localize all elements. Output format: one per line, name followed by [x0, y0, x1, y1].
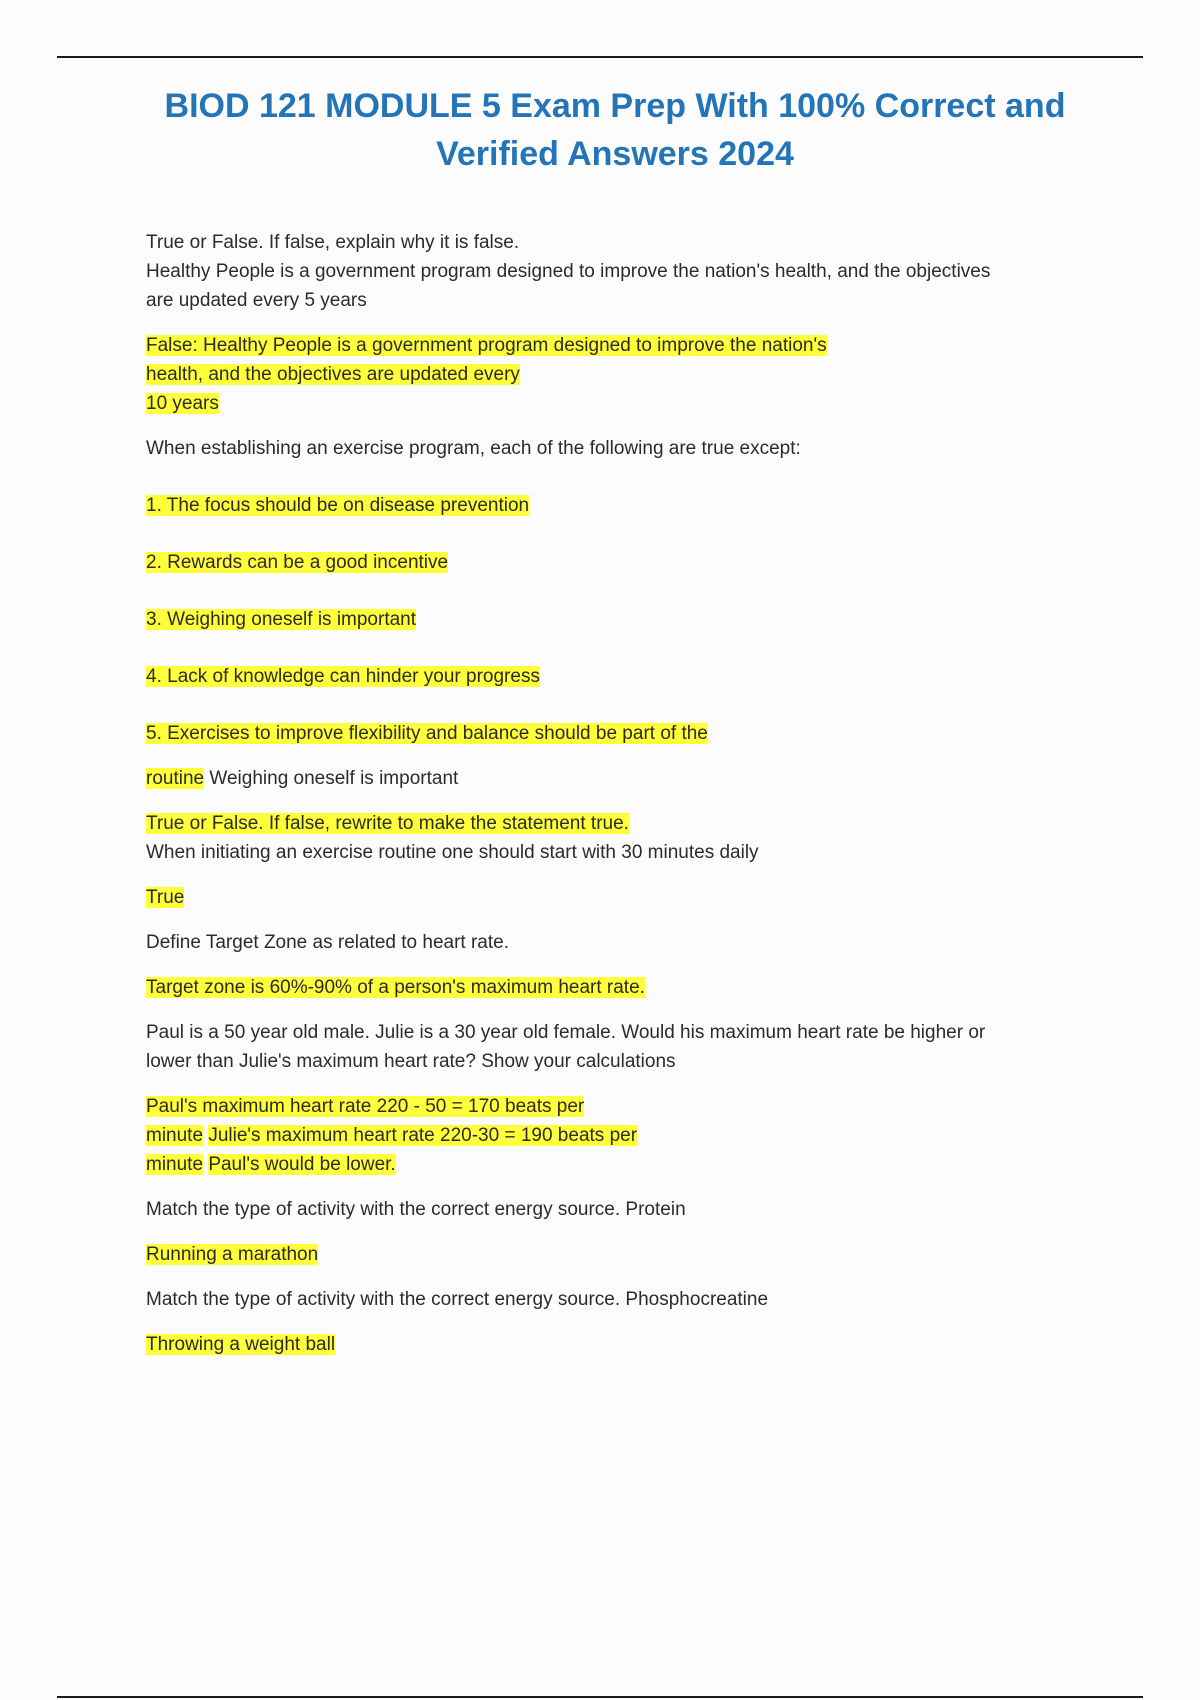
document-title: [120, 82, 1110, 178]
answer-2: Weighing oneself is important: [209, 768, 459, 789]
top-rule: [57, 56, 1143, 58]
question-3-line-2: When initiating an exercise routine one should start with 30 minutes daily: [146, 842, 759, 863]
answer-1-line-1: False: Healthy People is a government program designed to improve the nation's: [146, 335, 827, 356]
answer-5-line-2a: minute: [146, 1125, 204, 1146]
question-2-option: 1. The focus should be on disease prevention: [146, 495, 530, 516]
question-2-option: 5. Exercises to improve flexibility and balance should be part of the: [146, 723, 708, 744]
question-5-line-2: lower than Julie's maximum heart rate? Show your calculations: [146, 1051, 676, 1072]
title-line-1: BIOD 121 MODULE 5 Exam Prep With 100% Correct and: [164, 87, 1066, 125]
answer-7: Throwing a weight ball: [146, 1334, 336, 1355]
question-3-line-1: True or False. If false, rewrite to make the statement true.: [146, 813, 629, 834]
question-1-line-2: Healthy People is a government program designed to improve the nation's health, and the objectives: [146, 261, 991, 282]
answer-5-line-1: Paul's maximum heart rate 220 - 50 = 170 beats per: [146, 1096, 585, 1117]
answer-5-line-2b: Julie's maximum heart rate 220-30 = 190 beats per: [208, 1125, 638, 1146]
question-5-line-1: Paul is a 50 year old male. Julie is a 30 year old female. Would his maximum heart rate be higher or: [146, 1022, 986, 1043]
answer-5-line-3a: minute: [146, 1154, 204, 1175]
answer-4: Target zone is 60%-90% of a person's maximum heart rate.: [146, 977, 645, 998]
answer-6: Running a marathon: [146, 1244, 319, 1265]
question-7: Match the type of activity with the correct energy source. Phosphocreatine: [146, 1289, 769, 1310]
question-2-option: 3. Weighing oneself is important: [146, 609, 417, 630]
question-6: Match the type of activity with the correct energy source. Protein: [146, 1199, 686, 1220]
question-2-option: 2. Rewards can be a good incentive: [146, 552, 449, 573]
title-line-2: Verified Answers 2024: [436, 135, 794, 173]
question-1-line-3: are updated every 5 years: [146, 290, 367, 311]
question-4: Define Target Zone as related to heart rate.: [146, 932, 509, 953]
question-2: When establishing an exercise program, each of the following are true except:: [146, 438, 801, 459]
answer-3: True: [146, 887, 185, 908]
bottom-rule: [57, 1696, 1143, 1698]
answer-5-line-3b: Paul's would be lower.: [208, 1154, 396, 1175]
question-2-option-continued: routine: [146, 768, 205, 789]
question-1-line-1: True or False. If false, explain why it is false.: [146, 232, 520, 253]
question-2-option: 4. Lack of knowledge can hinder your progress: [146, 666, 540, 687]
document-body: [146, 228, 1066, 1359]
answer-1-line-2: health, and the objectives are updated every: [146, 364, 520, 385]
answer-1-line-3: 10 years: [146, 393, 219, 414]
